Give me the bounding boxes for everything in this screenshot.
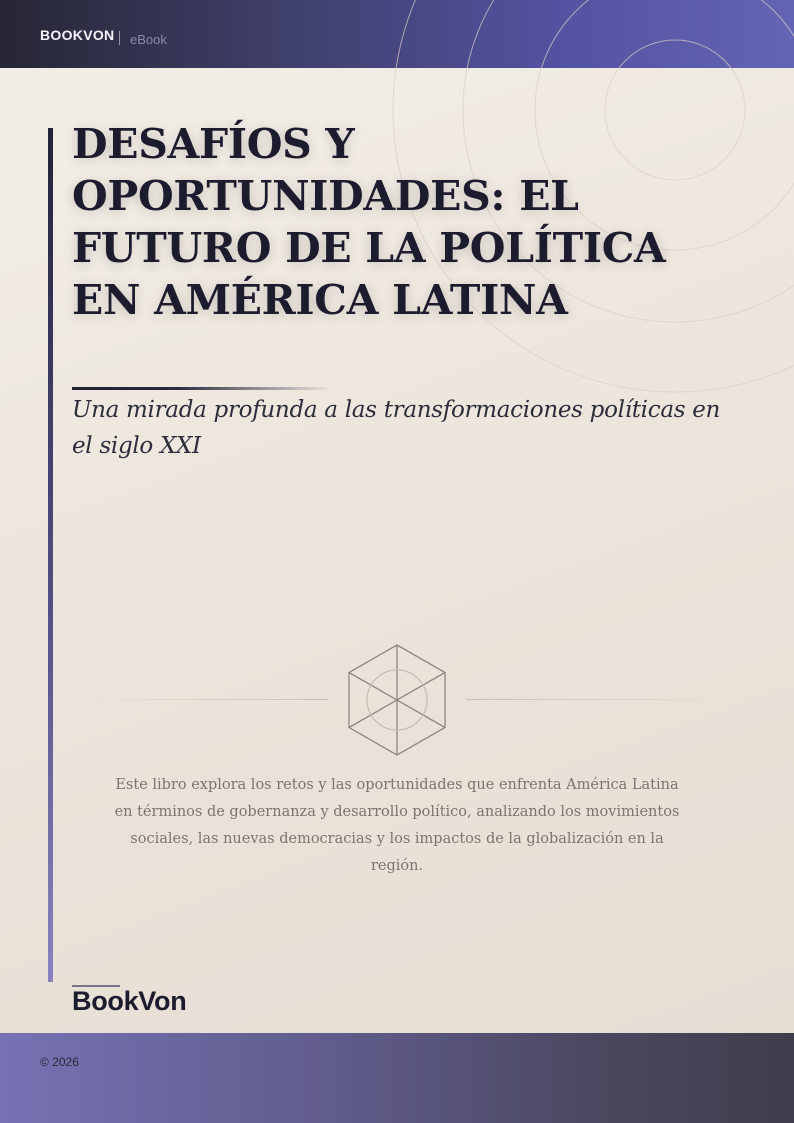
divider-right (466, 699, 736, 700)
title-rule (72, 387, 332, 390)
top-bar (0, 0, 794, 68)
brand-separator (119, 31, 120, 45)
brand-logo: BOOKVON (40, 27, 115, 43)
copyright: © 2026 (40, 1055, 79, 1069)
book-subtitle: Una mirada profunda a las transformaciones políticas en el siglo XXI (72, 397, 721, 459)
publisher-name: BookVon (72, 986, 187, 1016)
book-title: DESAFÍOS Y OPORTUNIDADES: EL FUTURO DE LA POLÍTICA EN AMÉRICA LATINA (72, 120, 666, 324)
hexagon-emblem-icon (346, 643, 448, 757)
accent-bar (48, 128, 53, 982)
book-description: Este libro explora los retos y las oportunidades que enfrenta América Latina en términos de gobernanza y desarrollo político, analizando los movimientos sociales, las nuevas democracias y los impactos de la globalización en la región. (114, 777, 680, 874)
footer-bar (0, 1033, 794, 1123)
divider-left (90, 699, 328, 700)
format-label: eBook (130, 32, 167, 47)
